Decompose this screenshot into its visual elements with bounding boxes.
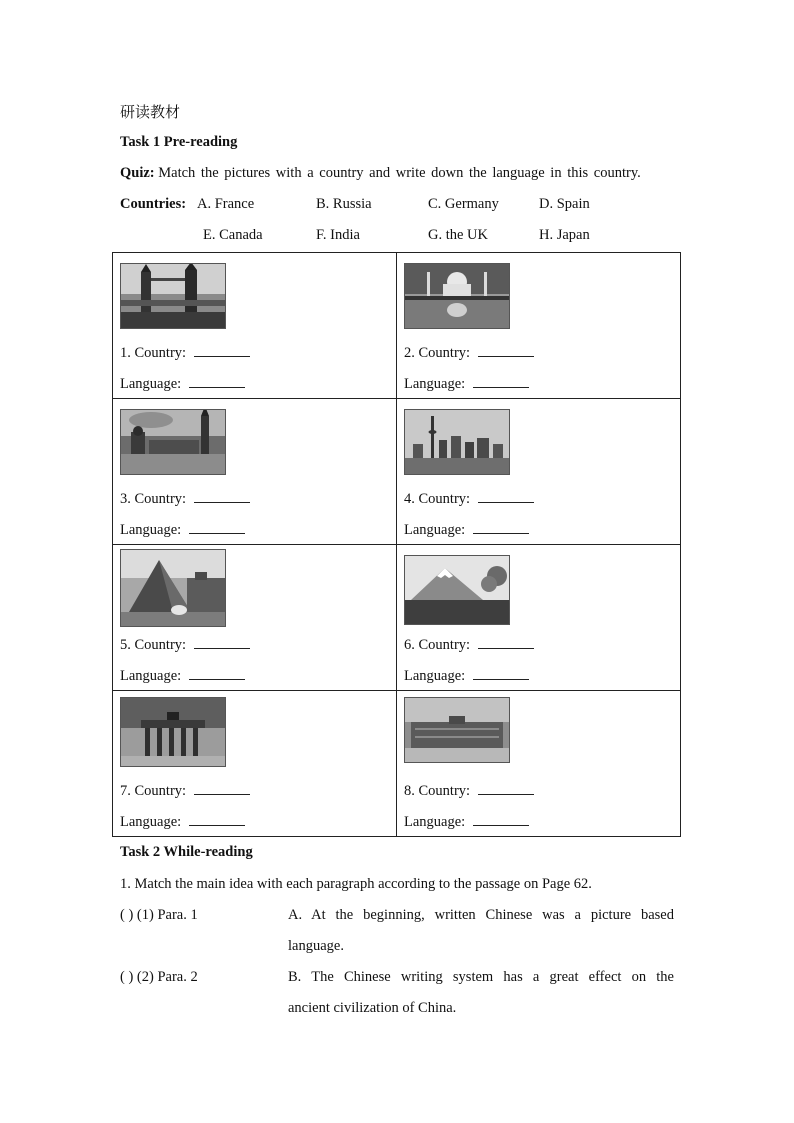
answer-blank[interactable] <box>473 375 529 388</box>
answer-blank[interactable] <box>189 521 245 534</box>
country-option: A. France <box>197 196 255 212</box>
tower-bridge-photo <box>120 263 226 329</box>
country-option: G. the UK <box>428 227 489 243</box>
task2-title: Task 2 While-reading <box>120 844 253 860</box>
countries-label: Countries: <box>120 196 187 212</box>
answer-blank[interactable] <box>473 813 529 826</box>
language-question: Language: <box>120 375 245 393</box>
answer-blank[interactable] <box>194 490 250 503</box>
match-option-text: language. <box>288 938 344 954</box>
country-question: 1. Country: <box>120 344 250 362</box>
match-option-text: B. The Chinese writing system has a great effect on the <box>288 969 674 985</box>
toronto-skyline-photo <box>404 409 510 475</box>
language-question: Language: <box>120 521 245 539</box>
country-option: B. Russia <box>316 196 372 212</box>
grid-cell <box>397 545 681 691</box>
match-option-text: A. At the beginning, written Chinese was a picture based <box>288 907 674 923</box>
quiz-instruction <box>120 165 641 182</box>
brandenburg-gate-photo <box>120 697 226 767</box>
task2-question-1: 1. Match the main idea with each paragraph according to the passage on Page 62. <box>120 876 592 892</box>
answer-blank[interactable] <box>194 782 250 795</box>
language-question: Language: <box>404 667 529 685</box>
country-option: H. Japan <box>539 227 590 243</box>
country-question: 7. Country: <box>120 782 250 800</box>
grid-cell <box>397 253 681 399</box>
answer-blank[interactable] <box>189 375 245 388</box>
taj-mahal-photo <box>404 263 510 329</box>
grid-cell <box>113 253 397 399</box>
match-row-left: ( ) (1) Para. 1 <box>120 907 198 923</box>
royal-palace-madrid-photo <box>404 697 510 763</box>
louvre-pyramid-photo <box>120 549 226 627</box>
countries-row-2 <box>120 227 680 247</box>
red-square-photo <box>120 409 226 475</box>
quiz-text: Match the pictures with a country and write down the language in this country. <box>158 165 641 181</box>
answer-blank[interactable] <box>189 813 245 826</box>
picture-grid <box>112 252 681 837</box>
country-option: C. Germany <box>428 196 499 212</box>
mount-fuji-photo <box>404 555 510 625</box>
language-question: Language: <box>120 667 245 685</box>
language-question: Language: <box>120 813 245 831</box>
grid-cell <box>113 691 397 837</box>
country-question: 6. Country: <box>404 636 534 654</box>
country-option: D. Spain <box>539 196 590 212</box>
country-question: 4. Country: <box>404 490 534 508</box>
quiz-label: Quiz: <box>120 165 155 181</box>
answer-blank[interactable] <box>478 344 534 357</box>
match-row-left: ( ) (2) Para. 2 <box>120 969 198 985</box>
grid-cell <box>113 545 397 691</box>
answer-blank[interactable] <box>478 782 534 795</box>
section-heading: 研读教材 <box>120 105 181 121</box>
match-option-text: ancient civilization of China. <box>288 1000 457 1016</box>
grid-cell <box>397 691 681 837</box>
language-question: Language: <box>404 521 529 539</box>
answer-blank[interactable] <box>478 636 534 649</box>
answer-blank[interactable] <box>194 344 250 357</box>
answer-blank[interactable] <box>478 490 534 503</box>
grid-cell <box>113 399 397 545</box>
country-question: 5. Country: <box>120 636 250 654</box>
countries-row-1 <box>120 196 680 216</box>
answer-blank[interactable] <box>189 667 245 680</box>
country-option: F. India <box>316 227 360 243</box>
answer-blank[interactable] <box>194 636 250 649</box>
country-option: E. Canada <box>203 227 263 243</box>
answer-blank[interactable] <box>473 521 529 534</box>
language-question: Language: <box>404 375 529 393</box>
country-question: 3. Country: <box>120 490 250 508</box>
answer-blank[interactable] <box>473 667 529 680</box>
language-question: Language: <box>404 813 529 831</box>
grid-cell <box>397 399 681 545</box>
task1-title: Task 1 Pre-reading <box>120 134 238 150</box>
country-question: 2. Country: <box>404 344 534 362</box>
country-question: 8. Country: <box>404 782 534 800</box>
